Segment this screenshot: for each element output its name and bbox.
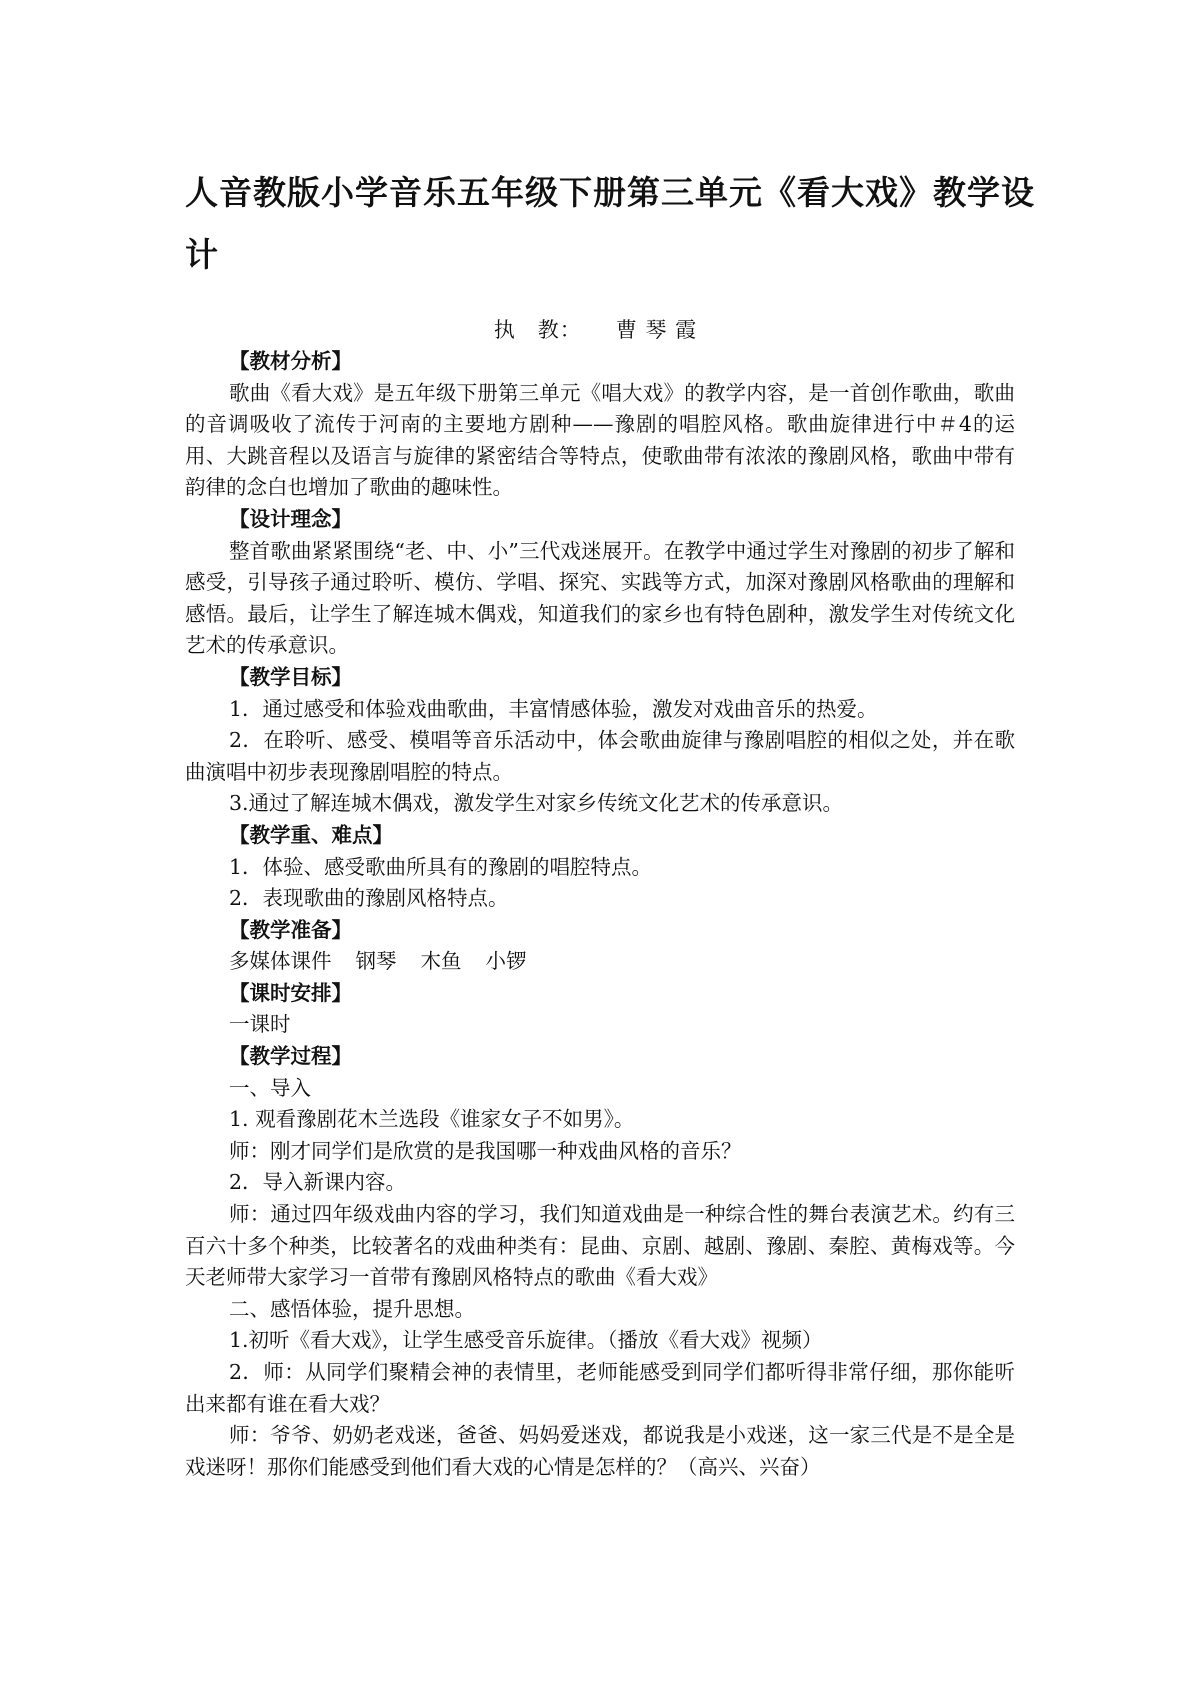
document-body xyxy=(185,346,1015,1483)
section-heading-analysis: 【教材分析】 xyxy=(229,349,352,373)
key-point-item: 2．表现歌曲的豫剧风格特点。 xyxy=(229,886,509,911)
goal-item: 3.通过了解连城木偶戏，激发学生对家乡传统文化艺术的传承意识。 xyxy=(229,791,844,816)
preparation-item: 木鱼 xyxy=(420,949,462,974)
preparation-item: 多媒体课件 xyxy=(229,949,332,974)
author-label: 执 教： xyxy=(493,318,582,342)
process-line: 2．导入新课内容。 xyxy=(229,1170,407,1195)
preparation-item: 钢琴 xyxy=(355,949,397,974)
process-line: 师：爷爷、奶奶老戏迷，爸爸、妈妈爱迷戏，都说我是小戏迷，这一家三代是不是全是戏迷呀！那你们能感受到他们看大戏的心情是怎样的？（高兴、兴奋） xyxy=(185,1423,1015,1479)
section-heading-process: 【教学过程】 xyxy=(229,1044,352,1069)
process-line: 1.初听《看大戏》，让学生感受音乐旋律。（播放《看大戏》视频） xyxy=(229,1328,823,1353)
key-point-item: 1．体验、感受歌曲所具有的豫剧的唱腔特点。 xyxy=(229,854,653,879)
preparation-item: 小锣 xyxy=(485,949,527,974)
process-line: 师：通过四年级戏曲内容的学习，我们知道戏曲是一种综合性的舞台表演艺术。约有三百六十多个种类，比较著名的戏曲种类有：昆曲、京剧、越剧、豫剧、秦腔、黄梅戏等。今天老师带大家学习一首带有豫剧风格特点的歌曲《看大戏》 xyxy=(185,1202,1015,1290)
process-line: 一、导入 xyxy=(229,1075,311,1100)
process-line: 二、感悟体验，提升思想。 xyxy=(229,1296,475,1321)
section-heading-concept: 【设计理念】 xyxy=(229,506,352,531)
process-line: 2．师：从同学们聚精会神的表情里，老师能感受到同学们都听得非常仔细，那你能听出来都有谁在看大戏？ xyxy=(185,1360,1015,1416)
section-heading-goals: 【教学目标】 xyxy=(229,664,352,689)
document-title: 人音教版小学音乐五年级下册第三单元《看大戏》教学设计 xyxy=(185,173,1035,274)
concept-paragraph: 整首歌曲紧紧围绕“老、中、小”三代戏迷展开。在教学中通过学生对豫剧的初步了解和感受，引导孩子通过聆听、模仿、学唱、探究、实践等方式，加深对豫剧风格歌曲的理解和感悟。最后，让学生了解连城木偶戏，知道我们的家乡也有特色剧种，激发学生对传统文化艺术的传承意识。 xyxy=(185,538,1015,658)
author-name: 曹 琴 霞 xyxy=(615,318,698,342)
preparation-list xyxy=(185,946,1015,978)
schedule-text: 一课时 xyxy=(229,1012,291,1037)
author-line xyxy=(0,315,1191,345)
analysis-paragraph: 歌曲《看大戏》是五年级下册第三单元《唱大戏》的教学内容，是一首创作歌曲，歌曲的音调吸收了流传于河南的主要地方剧种——豫剧的唱腔风格。歌曲旋律进行中＃4的运用、大跳音程以及语言与旋律的紧密结合等特点，使歌曲带有浓浓的豫剧风格，歌曲中带有韵律的念白也增加了歌曲的趣味性。 xyxy=(185,380,1015,500)
goal-item: 2．在聆听、感受、模唱等音乐活动中，体会歌曲旋律与豫剧唱腔的相似之处，并在歌曲演唱中初步表现豫剧唱腔的特点。 xyxy=(185,728,1015,784)
section-heading-schedule: 【课时安排】 xyxy=(229,980,352,1005)
goal-item: 1．通过感受和体验戏曲歌曲，丰富情感体验，激发对戏曲音乐的热爱。 xyxy=(229,696,878,721)
section-heading-key-points: 【教学重、难点】 xyxy=(229,822,393,847)
process-line: 1. 观看豫剧花木兰选段《谁家女子不如男》。 xyxy=(229,1107,635,1132)
process-line: 师：刚才同学们是欣赏的是我国哪一种戏曲风格的音乐？ xyxy=(229,1138,742,1163)
section-heading-preparation: 【教学准备】 xyxy=(229,917,352,942)
